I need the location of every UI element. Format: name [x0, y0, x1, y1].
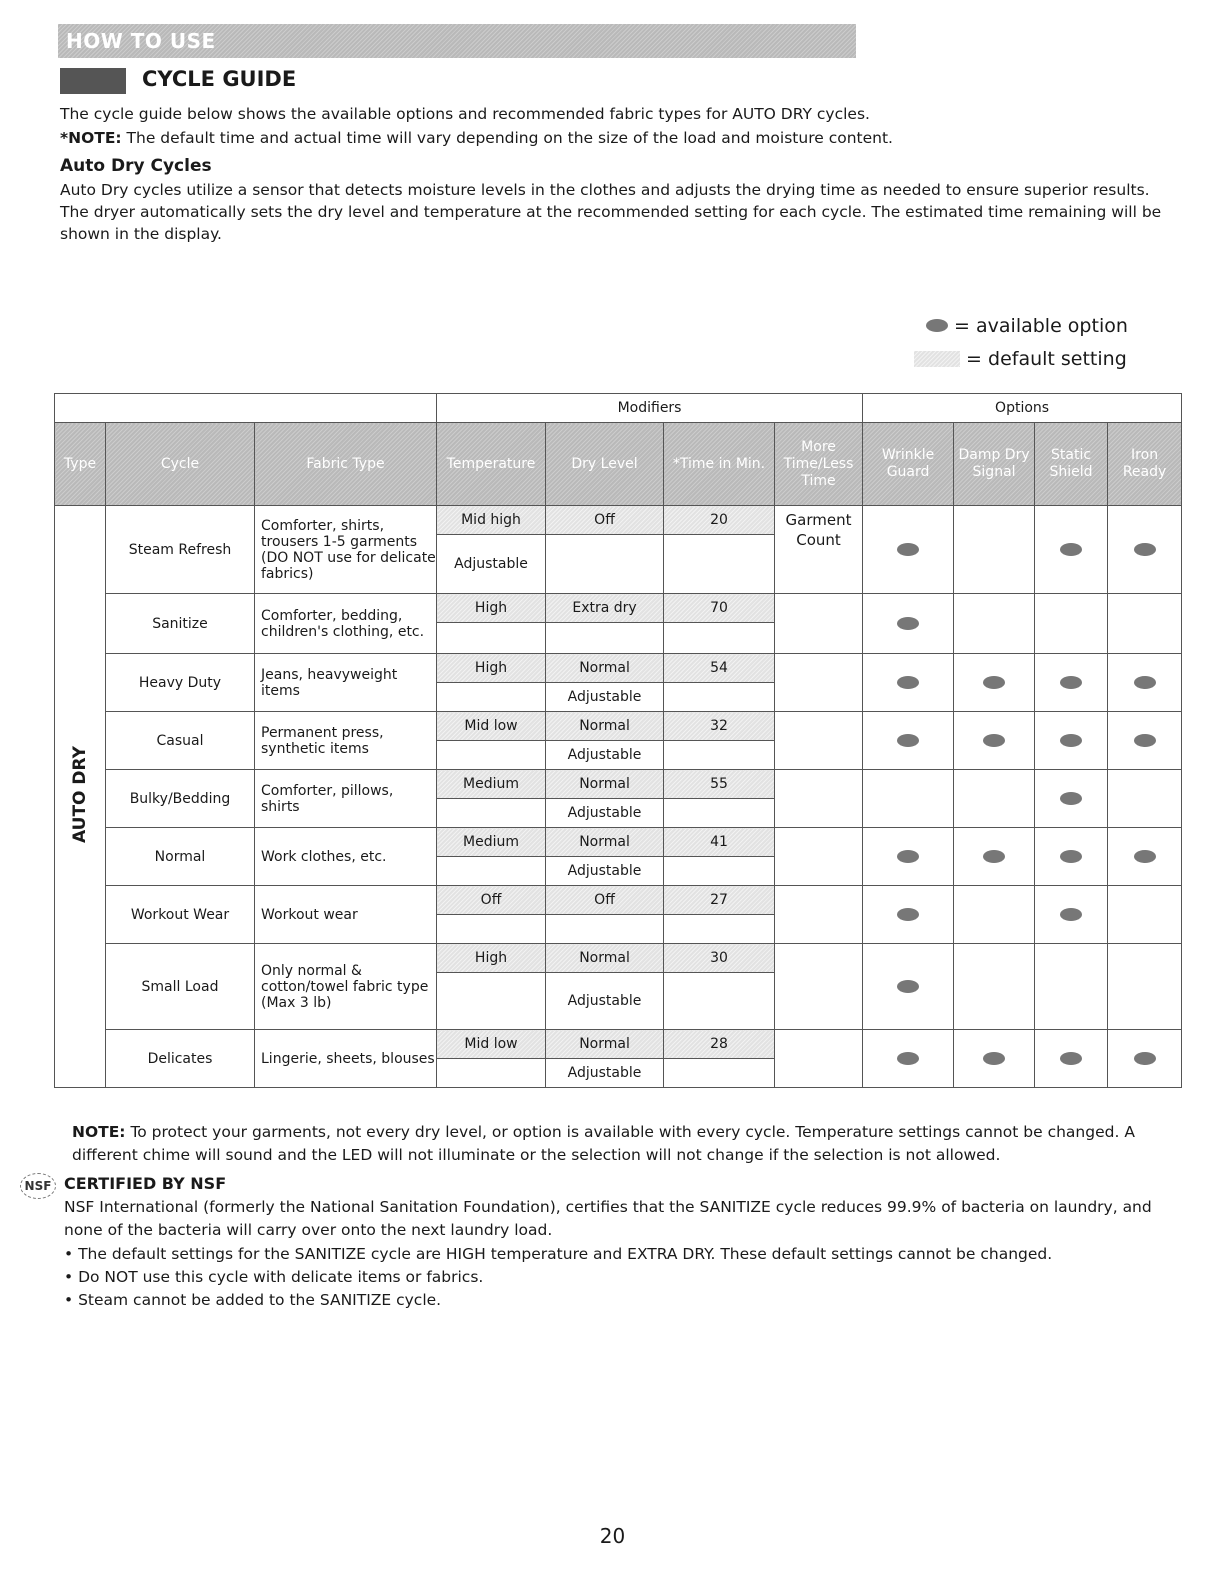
adjustable-temp2	[437, 1059, 546, 1088]
cycle-name: Bulky/Bedding	[106, 770, 255, 828]
cycle-name: Casual	[106, 712, 255, 770]
wrinkle-guard-cell	[863, 654, 954, 712]
adjustable-temp2	[437, 623, 546, 654]
more-less-time	[775, 944, 863, 1030]
available-dot-icon	[1060, 676, 1082, 689]
default-time: 20	[664, 506, 775, 535]
available-dot-icon	[983, 850, 1005, 863]
default-temp: Mid low	[437, 712, 546, 741]
wrinkle-guard-cell	[863, 712, 954, 770]
static-shield-cell	[1035, 506, 1108, 594]
available-dot-icon	[1134, 850, 1156, 863]
cycle-name: Workout Wear	[106, 886, 255, 944]
cycle-name: Delicates	[106, 1030, 255, 1088]
col-header-type: Type	[55, 423, 106, 506]
adjustable-temp2: Adjustable	[437, 535, 546, 594]
note-body: To protect your garments, not every dry level, or option is available with every cycle. Temperature settings cannot be changed. A different chime will sound and the LED will not illuminate or the selection will not change if the selection is not allowed.	[72, 1123, 1135, 1164]
wrinkle-guard-cell	[863, 828, 954, 886]
time-adjust-cell	[664, 623, 775, 654]
default-temp: Off	[437, 886, 546, 915]
iron-ready-cell	[1108, 770, 1182, 828]
default-dry: Normal	[546, 712, 664, 741]
page-number: 20	[599, 1524, 626, 1548]
legend-available-text: = available option	[954, 315, 1128, 337]
available-dot-icon	[1060, 908, 1082, 921]
more-less-time	[775, 1030, 863, 1088]
default-temp: High	[437, 944, 546, 973]
fabric-type: Jeans, heavyweight items	[255, 654, 437, 712]
time-adjust-cell	[664, 799, 775, 828]
intro-note-text: The default time and actual time will vary depending on the size of the load and moisture content.	[121, 129, 893, 147]
default-dry: Extra dry	[546, 594, 664, 623]
group-header-options: Options	[863, 394, 1182, 423]
intro-note-label: *NOTE:	[60, 129, 122, 147]
adjustable-dry2: Adjustable	[546, 973, 664, 1030]
col-header-damp-dry: Damp Dry Signal	[954, 423, 1035, 506]
default-temp: Medium	[437, 828, 546, 857]
available-dot-icon	[983, 734, 1005, 747]
group-header-row	[55, 394, 1182, 423]
adjustable-temp2	[437, 915, 546, 944]
cycle-name: Heavy Duty	[106, 654, 255, 712]
fabric-type: Permanent press, synthetic items	[255, 712, 437, 770]
available-dot-icon	[1134, 734, 1156, 747]
fabric-type: Work clothes, etc.	[255, 828, 437, 886]
wrinkle-guard-cell	[863, 506, 954, 594]
type-label: AUTO DRY	[70, 746, 90, 843]
col-header-static-shield: Static Shield	[1035, 423, 1108, 506]
wrinkle-guard-cell	[863, 886, 954, 944]
more-less-time: Garment Count	[775, 506, 863, 594]
group-header-modifiers: Modifiers	[437, 394, 863, 423]
static-shield-cell	[1035, 594, 1108, 654]
available-dot-icon	[926, 319, 948, 332]
group-header-empty	[55, 394, 437, 423]
time-adjust-cell	[664, 857, 775, 886]
iron-ready-cell	[1108, 1030, 1182, 1088]
wrinkle-guard-cell	[863, 594, 954, 654]
time-adjust-cell	[664, 1059, 775, 1088]
default-time: 28	[664, 1030, 775, 1059]
more-less-time	[775, 770, 863, 828]
iron-ready-cell	[1108, 944, 1182, 1030]
more-less-time	[775, 654, 863, 712]
default-swatch-icon	[914, 351, 960, 367]
available-dot-icon	[897, 850, 919, 863]
static-shield-cell	[1035, 1030, 1108, 1088]
more-less-time	[775, 828, 863, 886]
adjustable-temp2	[437, 857, 546, 886]
iron-ready-cell	[1108, 828, 1182, 886]
cycle-row-top	[55, 944, 1182, 973]
iron-ready-cell	[1108, 712, 1182, 770]
static-shield-cell	[1035, 654, 1108, 712]
default-dry: Off	[546, 886, 664, 915]
cycle-row-top	[55, 654, 1182, 683]
damp-dry-signal-cell	[954, 828, 1035, 886]
nsf-bullet-1: • The default settings for the SANITIZE cycle are HIGH temperature and EXTRA DRY. These default settings cannot be changed.	[64, 1245, 1053, 1263]
damp-dry-signal-cell	[954, 944, 1035, 1030]
static-shield-cell	[1035, 828, 1108, 886]
static-shield-cell	[1035, 712, 1108, 770]
col-header-fabric: Fabric Type	[255, 423, 437, 506]
note-label: NOTE:	[72, 1123, 126, 1141]
cycle-name: Normal	[106, 828, 255, 886]
static-shield-cell	[1035, 886, 1108, 944]
adjustable-dry2	[546, 915, 664, 944]
default-time: 41	[664, 828, 775, 857]
adjustable-dry2: Adjustable	[546, 799, 664, 828]
nsf-text: NSF International (formerly the National Sanitation Foundation), certifies that the SANITIZE cycle reduces 99.9% of bacteria on laundry, and none of the bacteria will carry over onto the next laundry load.	[64, 1198, 1152, 1239]
cycle-guide-table	[54, 393, 1182, 1088]
time-adjust-cell	[664, 741, 775, 770]
default-dry: Normal	[546, 1030, 664, 1059]
adjustable-dry2: Adjustable	[546, 857, 664, 886]
more-less-time	[775, 886, 863, 944]
cycle-row-top	[55, 770, 1182, 799]
default-temp: High	[437, 594, 546, 623]
nsf-bullet-2: • Do NOT use this cycle with delicate items or fabrics.	[64, 1268, 484, 1286]
more-less-time	[775, 712, 863, 770]
available-dot-icon	[897, 617, 919, 630]
time-adjust-cell	[664, 683, 775, 712]
time-adjust-cell	[664, 973, 775, 1030]
available-dot-icon	[1060, 850, 1082, 863]
available-dot-icon	[897, 908, 919, 921]
available-dot-icon	[897, 980, 919, 993]
fabric-type: Comforter, shirts, trousers 1-5 garments (DO NOT use for delicate fabrics)	[255, 506, 437, 594]
adjustable-dry2: Adjustable	[546, 1059, 664, 1088]
auto-dry-text: Auto Dry cycles utilize a sensor that detects moisture levels in the clothes and adjusts the drying time as needed to ensure superior results. The dryer automatically sets the dry level and temperature at the recommended setting for each cycle. The estimated time remaining will be shown in the display.	[60, 181, 1162, 243]
damp-dry-signal-cell	[954, 886, 1035, 944]
adjustable-temp2	[437, 741, 546, 770]
column-header-row	[55, 423, 1182, 506]
legend-default	[914, 348, 1127, 370]
fabric-type: Only normal & cotton/towel fabric type (Max 3 lb)	[255, 944, 437, 1030]
damp-dry-signal-cell	[954, 594, 1035, 654]
iron-ready-cell	[1108, 594, 1182, 654]
section-marker	[60, 68, 126, 94]
legend-default-text: = default setting	[966, 348, 1127, 370]
default-time: 27	[664, 886, 775, 915]
available-dot-icon	[1134, 543, 1156, 556]
cycle-row-top	[55, 712, 1182, 741]
fabric-type: Comforter, pillows, shirts	[255, 770, 437, 828]
nsf-bullet-3: • Steam cannot be added to the SANITIZE cycle.	[64, 1291, 442, 1309]
col-header-cycle: Cycle	[106, 423, 255, 506]
default-dry: Normal	[546, 828, 664, 857]
fabric-type: Lingerie, sheets, blouses	[255, 1030, 437, 1088]
nsf-logo-icon: NSF	[20, 1173, 56, 1199]
time-adjust-cell	[664, 535, 775, 594]
default-time: 30	[664, 944, 775, 973]
intro-line: The cycle guide below shows the available options and recommended fabric types for AUTO DRY cycles.	[60, 105, 870, 123]
default-time: 54	[664, 654, 775, 683]
cycle-row-top	[55, 506, 1182, 535]
col-header-temperature: Temperature	[437, 423, 546, 506]
auto-dry-heading: Auto Dry Cycles	[60, 156, 212, 176]
available-dot-icon	[1060, 543, 1082, 556]
type-cell	[55, 506, 106, 1088]
adjustable-temp2	[437, 973, 546, 1030]
cycle-row-top	[55, 1030, 1182, 1059]
col-header-dry-level: Dry Level	[546, 423, 664, 506]
default-dry: Normal	[546, 770, 664, 799]
available-dot-icon	[1060, 792, 1082, 805]
cycle-row-top	[55, 828, 1182, 857]
note-text	[72, 1121, 1187, 1167]
fabric-type: Workout wear	[255, 886, 437, 944]
wrinkle-guard-cell	[863, 1030, 954, 1088]
default-time: 32	[664, 712, 775, 741]
available-dot-icon	[1134, 676, 1156, 689]
damp-dry-signal-cell	[954, 712, 1035, 770]
available-dot-icon	[897, 676, 919, 689]
col-header-more-less: More Time/Less Time	[775, 423, 863, 506]
cycle-row-top	[55, 886, 1182, 915]
default-dry: Normal	[546, 944, 664, 973]
adjustable-dry2: Adjustable	[546, 683, 664, 712]
available-dot-icon	[897, 734, 919, 747]
intro-note	[60, 127, 893, 149]
wrinkle-guard-cell	[863, 944, 954, 1030]
col-header-iron-ready: Iron Ready	[1108, 423, 1182, 506]
adjustable-dry2	[546, 535, 664, 594]
cycle-name: Sanitize	[106, 594, 255, 654]
section-title: CYCLE GUIDE	[142, 67, 297, 91]
available-dot-icon	[983, 1052, 1005, 1065]
adjustable-temp2	[437, 799, 546, 828]
default-temp: Mid high	[437, 506, 546, 535]
cycle-name: Small Load	[106, 944, 255, 1030]
iron-ready-cell	[1108, 654, 1182, 712]
damp-dry-signal-cell	[954, 506, 1035, 594]
available-dot-icon	[983, 676, 1005, 689]
iron-ready-cell	[1108, 506, 1182, 594]
legend-available	[926, 315, 1128, 337]
damp-dry-signal-cell	[954, 1030, 1035, 1088]
available-dot-icon	[897, 1052, 919, 1065]
default-temp: High	[437, 654, 546, 683]
default-dry: Normal	[546, 654, 664, 683]
adjustable-dry2: Adjustable	[546, 741, 664, 770]
cycle-name: Steam Refresh	[106, 506, 255, 594]
how-to-use-banner	[58, 24, 856, 58]
available-dot-icon	[1134, 1052, 1156, 1065]
fabric-type: Comforter, bedding, children's clothing, etc.	[255, 594, 437, 654]
available-dot-icon	[1060, 1052, 1082, 1065]
col-header-time: *Time in Min.	[664, 423, 775, 506]
available-dot-icon	[897, 543, 919, 556]
adjustable-temp2	[437, 683, 546, 712]
damp-dry-signal-cell	[954, 770, 1035, 828]
adjustable-dry2	[546, 623, 664, 654]
col-header-wrinkle-guard: Wrinkle Guard	[863, 423, 954, 506]
banner-title: HOW TO USE	[66, 29, 216, 53]
nsf-title: CERTIFIED BY NSF	[64, 1174, 227, 1193]
more-less-time	[775, 594, 863, 654]
default-time: 55	[664, 770, 775, 799]
default-time: 70	[664, 594, 775, 623]
wrinkle-guard-cell	[863, 770, 954, 828]
available-dot-icon	[1060, 734, 1082, 747]
time-adjust-cell	[664, 915, 775, 944]
default-temp: Medium	[437, 770, 546, 799]
cycle-row-top	[55, 594, 1182, 623]
damp-dry-signal-cell	[954, 654, 1035, 712]
default-dry: Off	[546, 506, 664, 535]
static-shield-cell	[1035, 944, 1108, 1030]
static-shield-cell	[1035, 770, 1108, 828]
default-temp: Mid low	[437, 1030, 546, 1059]
iron-ready-cell	[1108, 886, 1182, 944]
